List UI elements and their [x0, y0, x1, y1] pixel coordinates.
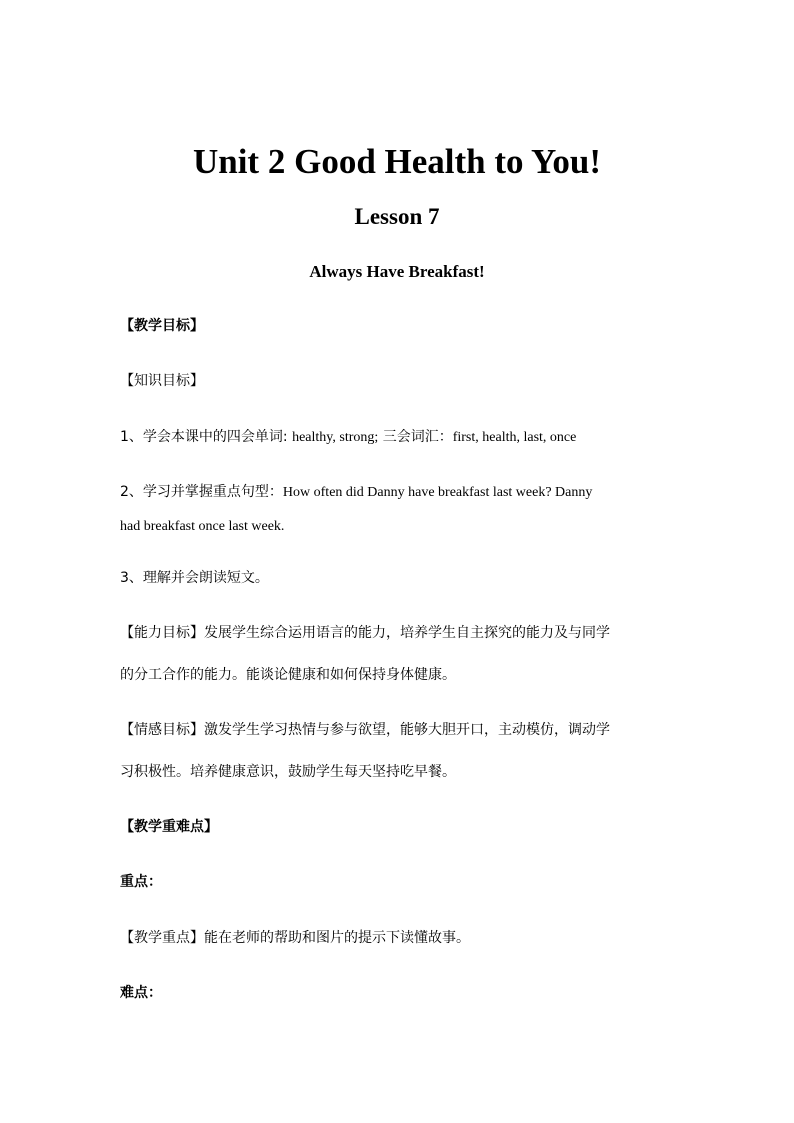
key-sentence-line-1: How often did Danny have breakfast last week? Danny — [282, 485, 593, 500]
objective-item-1-prefix: 1、学会本课中的四会单词: — [120, 429, 293, 445]
focus-label: 重点： — [120, 874, 162, 890]
emotion-objective-line-1: 【情感目标】激发学生学习热情与参与欲望，能够大胆开口，主动模仿，调动学 — [120, 722, 610, 738]
ability-objective-line-1: 【能力目标】发展学生综合运用语言的能力，培养学生自主探究的能力及与同学 — [120, 625, 610, 641]
key-difficult-points-heading: 【教学重难点】 — [120, 819, 218, 835]
objective-item-3: 3、理解并会朗读短文。 — [120, 570, 269, 586]
objective-item-1 — [120, 427, 690, 448]
focus-text: 【教学重点】能在老师的帮助和图片的提示下读懂故事。 — [120, 930, 470, 946]
lesson-subtitle: Always Have Breakfast! — [309, 262, 485, 281]
emotion-objective-line-2: 习积极性。培养健康意识，鼓励学生每天坚持吃早餐。 — [120, 764, 456, 780]
objective-item-1-mid: 三会词汇： — [378, 429, 453, 445]
unit-title: Unit 2 Good Health to You! — [192, 142, 602, 181]
four-skill-words: healthy, strong; — [292, 430, 379, 445]
objective-item-2 — [120, 482, 690, 503]
key-sentence-line-2: had breakfast once last week. — [120, 519, 285, 534]
objective-item-2-prefix: 2、学习并掌握重点句型： — [120, 484, 283, 500]
teaching-objectives-heading: 【教学目标】 — [120, 318, 204, 334]
knowledge-objectives-heading: 【知识目标】 — [120, 373, 204, 389]
three-skill-words: first, health, last, once — [452, 430, 577, 445]
lesson-title: Lesson 7 — [354, 204, 440, 229]
ability-objective-line-2: 的分工合作的能力。能谈论健康和如何保持身体健康。 — [120, 667, 456, 683]
difficulty-label: 难点： — [120, 985, 162, 1001]
